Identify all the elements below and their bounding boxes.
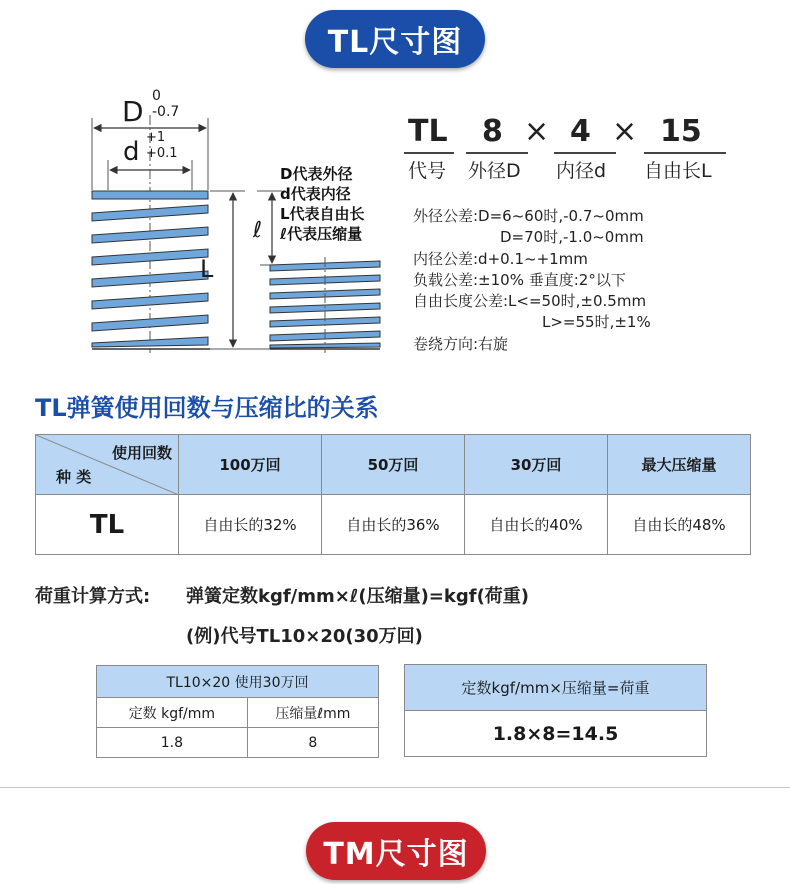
D-tol-upper: 0 xyxy=(152,88,161,104)
example-table xyxy=(96,665,379,758)
section-title: TL弹簧使用回数与压缩比的关系 xyxy=(35,394,379,422)
D-label: D xyxy=(122,95,144,128)
load-formula: 弹簧定数kgf/mm×ℓ(压缩量)=kgf(荷重) xyxy=(186,586,530,607)
L-label: L xyxy=(200,255,214,283)
header-30w: 30万回 xyxy=(465,435,608,495)
legend-free-length: L代表自由长 xyxy=(280,205,365,223)
code-length-label: 自由长L xyxy=(644,160,712,182)
corner-bottom-label: 种 类 xyxy=(56,468,92,486)
code-breakdown xyxy=(404,114,734,184)
legend-compression: ℓ代表压缩量 xyxy=(280,225,363,243)
spec-outer-tolerance-70: D=70时,-1.0~0mm xyxy=(500,228,644,246)
row-label-tl: TL xyxy=(36,495,179,555)
spec-length-tolerance-55: L>=55时,±1% xyxy=(542,313,651,331)
d-label: d xyxy=(123,137,140,167)
legend-outer-diameter: D代表外径 xyxy=(280,165,353,183)
header-constant: 定数 kgf/mm xyxy=(97,698,248,728)
code-inner-label: 内径d xyxy=(556,160,607,182)
header-50w: 50万回 xyxy=(322,435,465,495)
corner-cell xyxy=(36,435,179,495)
underline-type xyxy=(404,152,454,154)
corner-top-label: 使用回数 xyxy=(111,444,172,462)
code-times-1: × xyxy=(524,114,550,149)
underline-length xyxy=(644,152,726,154)
header-max: 最大压缩量 xyxy=(608,435,751,495)
value-constant: 1.8 xyxy=(97,728,248,758)
spec-length-tolerance: 自由长度公差:L<=50时,±0.5mm xyxy=(413,292,647,310)
usage-table xyxy=(35,434,751,555)
code-outer: 8 xyxy=(482,114,503,149)
legend-inner-diameter: d代表内径 xyxy=(280,185,351,203)
load-method-label: 荷重计算方式: xyxy=(35,586,151,607)
header-pill: TL尺寸图 xyxy=(305,10,485,68)
header-compression: 压缩量ℓmm xyxy=(247,698,378,728)
D-tol-lower: -0.7 xyxy=(152,104,180,120)
l-label: ℓ xyxy=(253,218,263,243)
d-tol-lower: +0.1 xyxy=(146,146,178,161)
cell-100w: 自由长的32% xyxy=(179,495,322,555)
load-example: (例)代号TL10×20(30万回) xyxy=(186,626,423,647)
spec-load-tolerance: 负载公差:±10% 垂直度:2°以下 xyxy=(413,271,626,289)
result-header: 定数kgf/mm×压缩量=荷重 xyxy=(405,665,707,711)
code-length: 15 xyxy=(660,114,702,149)
code-type-label: 代号 xyxy=(408,160,447,182)
code-times-2: × xyxy=(612,114,638,149)
underline-outer xyxy=(466,152,528,154)
spec-inner-tolerance: 内径公差:d+0.1~+1mm xyxy=(413,250,588,268)
code-type: TL xyxy=(408,114,448,149)
cell-50w: 自由长的36% xyxy=(322,495,465,555)
header-100w: 100万回 xyxy=(179,435,322,495)
d-tol-upper: +1 xyxy=(146,130,166,145)
underline-inner xyxy=(554,152,616,154)
divider xyxy=(0,787,790,788)
cell-30w: 自由长的40% xyxy=(465,495,608,555)
footer-pill: TM尺寸图 xyxy=(306,822,486,880)
code-outer-label: 外径D xyxy=(468,160,521,182)
example-title: TL10×20 使用30万回 xyxy=(97,666,379,698)
result-table xyxy=(404,664,707,757)
result-value: 1.8×8=14.5 xyxy=(405,711,707,757)
cell-max: 自由长的48% xyxy=(608,495,751,555)
code-inner: 4 xyxy=(570,114,591,149)
spec-outer-tolerance: 外径公差:D=6~60时,-0.7~0mm xyxy=(413,207,644,225)
value-compression: 8 xyxy=(247,728,378,758)
spec-winding: 卷绕方向:右旋 xyxy=(413,335,509,353)
